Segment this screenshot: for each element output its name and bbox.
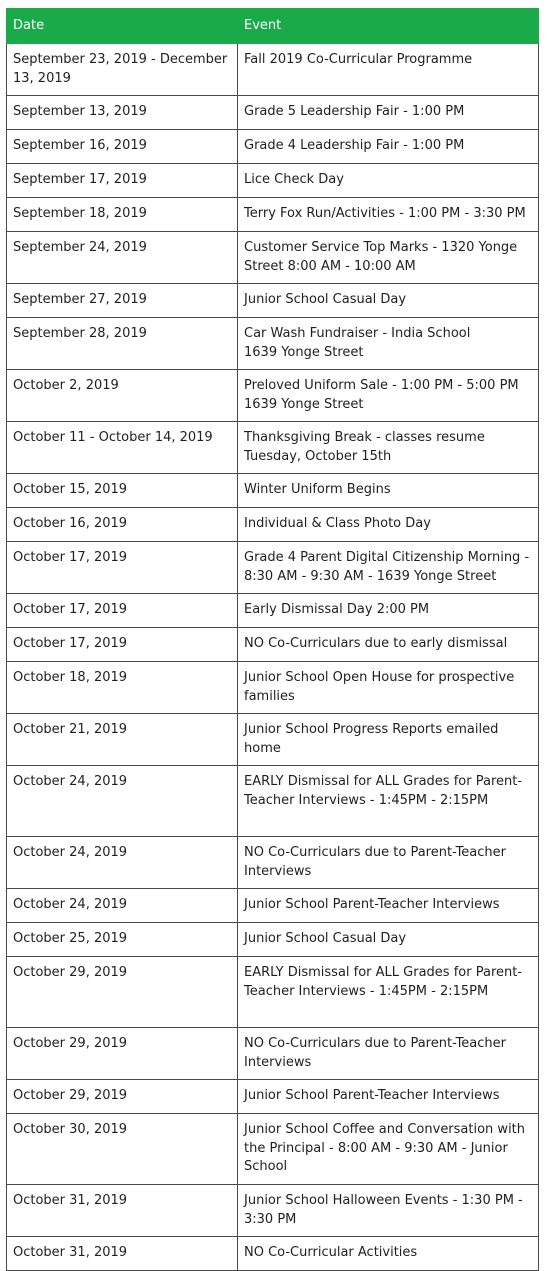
- event-description-cell: [238, 628, 539, 662]
- event-description-cell: [238, 1237, 539, 1271]
- event-description-cell: [238, 1028, 539, 1080]
- event-date-cell: October 31, 2019: [7, 1185, 238, 1237]
- table-row: [7, 164, 539, 198]
- event-description-line: NO Co-Curriculars due to Parent-Teacher Interviews: [244, 845, 506, 879]
- event-date-cell: October 24, 2019: [7, 889, 238, 923]
- event-description-cell: [238, 1080, 539, 1114]
- event-date-cell: September 13, 2019: [7, 96, 238, 130]
- event-description-line: Fall 2019 Co-Curricular Programme: [244, 52, 473, 67]
- event-description-line: Preloved Uniform Sale - 1:00 PM - 5:00 PM: [244, 378, 519, 393]
- event-description-line: Junior School Parent-Teacher Interviews: [244, 1088, 500, 1103]
- event-date-cell: October 24, 2019: [7, 766, 238, 837]
- table-row: [7, 714, 539, 766]
- event-description-line: NO Co-Curriculars due to early dismissal: [244, 636, 508, 651]
- event-description-cell: [238, 284, 539, 318]
- event-date-cell: October 29, 2019: [7, 1080, 238, 1114]
- table-row: [7, 628, 539, 662]
- event-description-line: EARLY Dismissal for ALL Grades for Parent-Teacher Interviews - 1:45PM - 2:15PM: [244, 774, 523, 808]
- event-description-line: Grade 4 Parent Digital Citizenship Morning - 8:30 AM - 9:30 AM - 1639 Yonge Street: [244, 550, 530, 584]
- event-description-line: Junior School Progress Reports emailed home: [244, 722, 499, 756]
- event-description-cell: [238, 542, 539, 594]
- event-description-cell: [238, 923, 539, 957]
- event-date-cell: October 25, 2019: [7, 923, 238, 957]
- event-description-cell: [238, 662, 539, 714]
- event-description-line: Thanksgiving Break - classes resume Tuesday, October 15th: [244, 430, 485, 464]
- event-description-cell: [238, 318, 539, 370]
- event-description-cell: [238, 474, 539, 508]
- event-description-cell: [238, 1114, 539, 1185]
- event-description-cell: [238, 714, 539, 766]
- table-row: [7, 44, 539, 96]
- event-description-cell: [238, 164, 539, 198]
- event-description-line: Junior School Coffee and Conversation with the Principal - 8:00 AM - 9:30 AM - Junior School: [244, 1122, 526, 1174]
- table-row: [7, 1028, 539, 1080]
- event-date-cell: October 17, 2019: [7, 594, 238, 628]
- event-description-line: NO Co-Curriculars due to Parent-Teacher Interviews: [244, 1036, 506, 1070]
- table-row: [7, 837, 539, 889]
- event-description-cell: [238, 422, 539, 474]
- event-description-line: Junior School Casual Day: [244, 931, 407, 946]
- event-date-cell: September 23, 2019 - December 13, 2019: [7, 44, 238, 96]
- event-date-cell: September 18, 2019: [7, 198, 238, 232]
- event-description-cell: [238, 232, 539, 284]
- event-description-cell: [238, 766, 539, 837]
- table-row: [7, 766, 539, 837]
- table-row: [7, 232, 539, 284]
- event-date-cell: October 29, 2019: [7, 1028, 238, 1080]
- event-date-cell: October 11 - October 14, 2019: [7, 422, 238, 474]
- event-description-line: EARLY Dismissal for ALL Grades for Parent-Teacher Interviews - 1:45PM - 2:15PM: [244, 965, 523, 999]
- event-date-cell: September 27, 2019: [7, 284, 238, 318]
- event-description-cell: [238, 957, 539, 1028]
- event-description-cell: [238, 508, 539, 542]
- event-column-header: Event: [238, 9, 539, 44]
- event-date-cell: October 30, 2019: [7, 1114, 238, 1185]
- table-row: [7, 1114, 539, 1185]
- event-date-cell: September 16, 2019: [7, 130, 238, 164]
- event-description-line: Winter Uniform Begins: [244, 482, 391, 497]
- event-date-cell: October 18, 2019: [7, 662, 238, 714]
- table-row: [7, 198, 539, 232]
- table-row: [7, 889, 539, 923]
- event-description-line: Junior School Casual Day: [244, 292, 407, 307]
- table-row: [7, 1080, 539, 1114]
- event-description-line: 1639 Yonge Street: [244, 396, 364, 412]
- table-row: [7, 508, 539, 542]
- event-description-line: Junior School Halloween Events - 1:30 PM - 3:30 PM: [244, 1193, 523, 1227]
- event-date-cell: October 24, 2019: [7, 837, 238, 889]
- event-date-cell: October 17, 2019: [7, 542, 238, 594]
- event-date-cell: October 29, 2019: [7, 957, 238, 1028]
- event-description-line: Terry Fox Run/Activities - 1:00 PM - 3:30 PM: [244, 206, 526, 221]
- event-description-cell: [238, 44, 539, 96]
- table-row: [7, 1185, 539, 1237]
- event-date-cell: September 28, 2019: [7, 318, 238, 370]
- event-date-cell: October 21, 2019: [7, 714, 238, 766]
- event-description-line: Early Dismissal Day 2:00 PM: [244, 602, 430, 617]
- event-description-line: Junior School Parent-Teacher Interviews: [244, 897, 500, 912]
- table-row: [7, 594, 539, 628]
- events-table-container: [6, 8, 538, 1271]
- event-description-cell: [238, 594, 539, 628]
- event-description-cell: [238, 130, 539, 164]
- event-date-cell: September 24, 2019: [7, 232, 238, 284]
- table-row: [7, 370, 539, 422]
- event-description-cell: [238, 889, 539, 923]
- table-row: [7, 1237, 539, 1271]
- table-row: [7, 96, 539, 130]
- event-description-line: Lice Check Day: [244, 172, 344, 187]
- event-description-line: Grade 5 Leadership Fair - 1:00 PM: [244, 104, 465, 119]
- table-row: [7, 422, 539, 474]
- event-description-cell: [238, 370, 539, 422]
- table-row: [7, 957, 539, 1028]
- event-date-cell: October 16, 2019: [7, 508, 238, 542]
- event-date-cell: October 15, 2019: [7, 474, 238, 508]
- event-description-line: 1639 Yonge Street: [244, 344, 364, 360]
- events-table: [6, 8, 539, 1271]
- event-description-line: Grade 4 Leadership Fair - 1:00 PM: [244, 138, 465, 153]
- table-row: [7, 474, 539, 508]
- event-description-line: NO Co-Curricular Activities: [244, 1245, 418, 1260]
- event-date-cell: October 2, 2019: [7, 370, 238, 422]
- event-description-line: Junior School Open House for prospective families: [244, 670, 515, 704]
- event-description-cell: [238, 837, 539, 889]
- table-row: [7, 542, 539, 594]
- event-description-cell: [238, 198, 539, 232]
- table-row: [7, 284, 539, 318]
- date-column-header: Date: [7, 9, 238, 44]
- event-description-line: Individual & Class Photo Day: [244, 516, 431, 531]
- event-date-cell: October 17, 2019: [7, 628, 238, 662]
- table-header-row: [7, 9, 539, 44]
- event-description-line: Customer Service Top Marks - 1320 Yonge Street 8:00 AM - 10:00 AM: [244, 240, 518, 274]
- event-description-cell: [238, 1185, 539, 1237]
- table-row: [7, 130, 539, 164]
- event-date-cell: September 17, 2019: [7, 164, 238, 198]
- events-table-body: [7, 44, 539, 1271]
- table-row: [7, 318, 539, 370]
- table-row: [7, 923, 539, 957]
- event-date-cell: October 31, 2019: [7, 1237, 238, 1271]
- event-description-line: Car Wash Fundraiser - India School: [244, 326, 471, 341]
- event-description-cell: [238, 96, 539, 130]
- table-row: [7, 662, 539, 714]
